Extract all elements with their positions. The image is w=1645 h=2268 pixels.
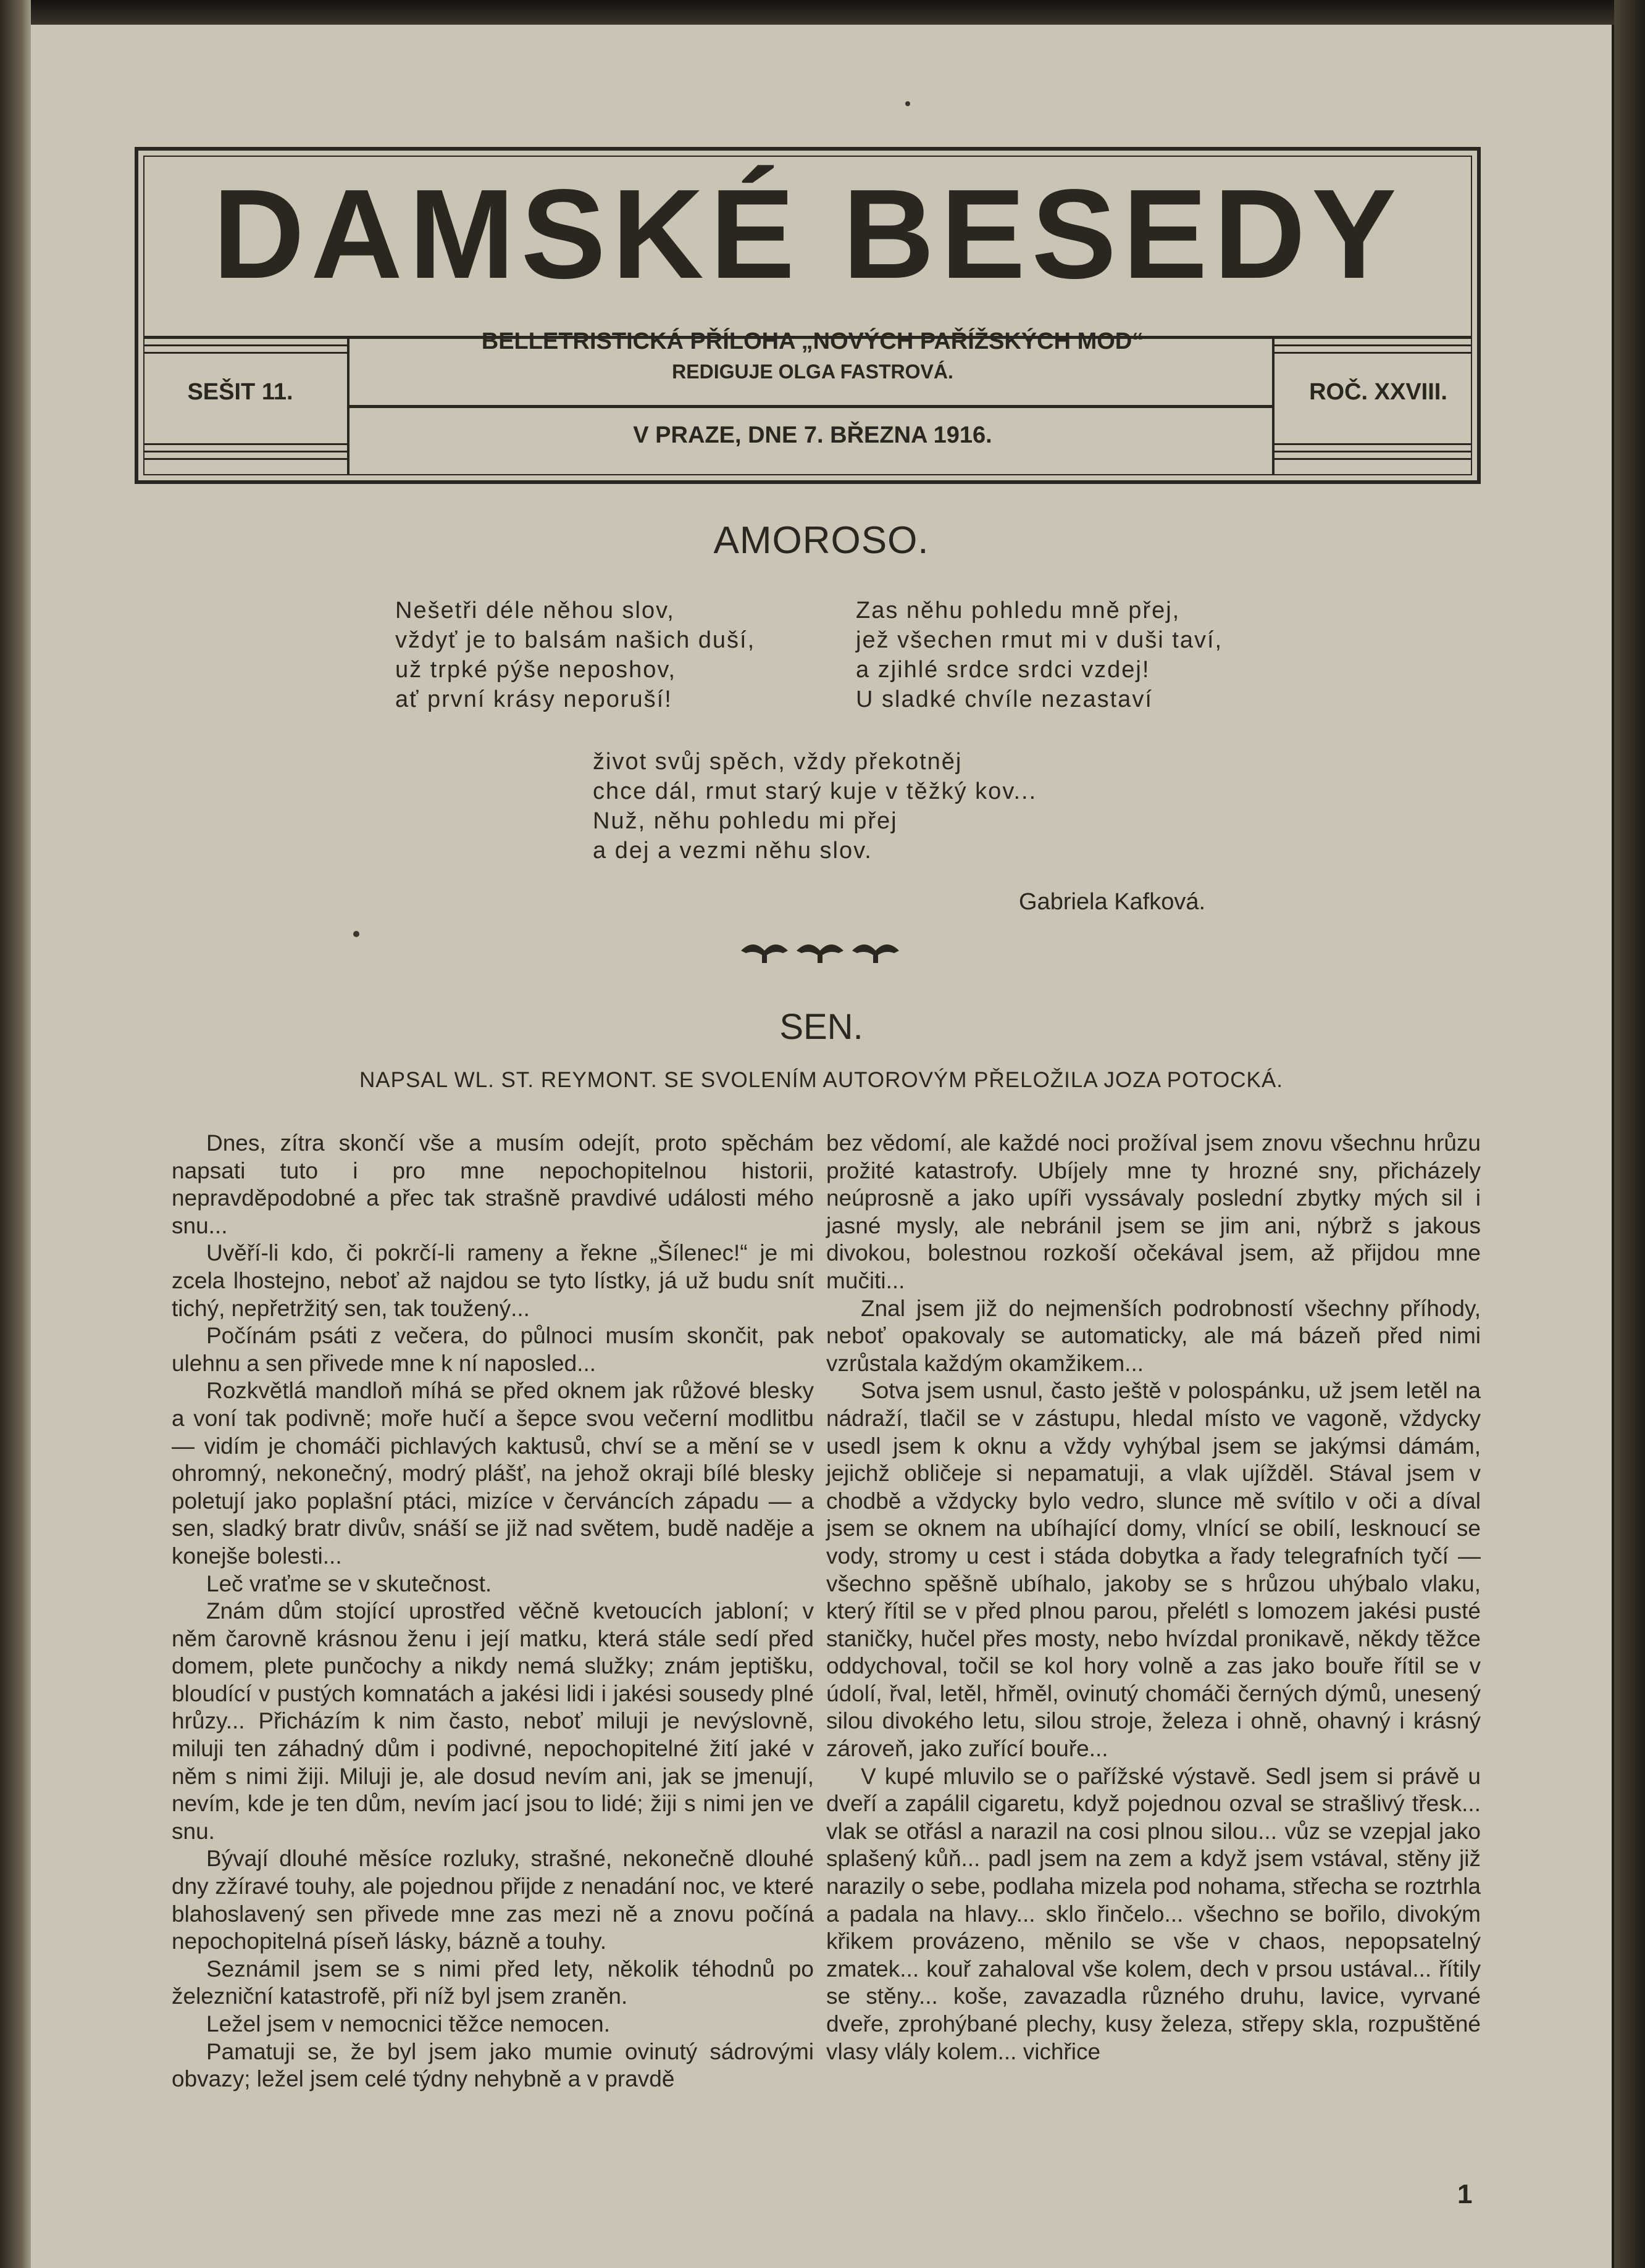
story-title: SEN. — [779, 1007, 863, 1047]
poem-line: Zas něhu pohledu mně přej, — [856, 598, 1181, 623]
masthead-rule — [143, 451, 347, 452]
paragraph: Leč vraťme se v skutečnost. — [206, 1570, 492, 1596]
paragraph: V kupé mluvilo se o pařížské výstavě. Sedl jsem si právě u dveří a zapálil cigaretu, když pojednou ozval se strašlivý třesk... vlak se otřásl a narazil na cosi plnou silou... vůz se vzepjal jako splašený kůň... padl jsem na zem a když jsem vstával, stěny již narazily o sebe, podlaha mizela pod nohama, střecha se roztrhla a padala na hlavy... sklo řinčelo... všechno se bořilo, divokým křikem provázeno, měnilo se vše v chaos, nepopsatelný zmatek... kouř zahaloval vše kolem, dech v prsou ustával... řítily se stěny... koše, zavazadla různého druhu, lavice, vyrvané dveře, zprohýbané plechy, kusy železa, střepy skla, rozpuštěné vlasy vlály kolem... vichřice — [826, 1763, 1481, 2064]
poem-stanza — [593, 747, 1037, 865]
masthead-rule — [1275, 458, 1472, 460]
paragraph: Sotva jsem usnul, často ještě v polospánku, už jsem letěl na nádraží, tlačil se v zástupu, hledal místo ve vagoně, vždycky usedl jsem k oknu a vždy vyhýbal jsem se jakýmsi dámám, jejichž obličeje si nepamatuji, a vlak ujížděl. Stával jsem v chodbě a vždycky bylo vedro, slunce mě svítilo v oči a díval jsem se oknem na ubíhající domy, vlnící se obilí, lesknoucí se vody, stromy u cest i stáda dobytka a řady telegrafních tyčí — všechno spěšně ubíhalo, jakoby se s hrůzou uhýbalo vlaku, který řítil se v před plnou parou, přelétl s lomozem jakési pusté staničky, hučel přes mosty, nebo hvízdal pronikavě, někdy těžce oddychoval, točil se kol hory volně a zas jako bouře řítil se v údolí, řval, letěl, hřměl, ovinutý chomáči černých dýmů, unesený silou divokého letu, silou stroje, železa i ohně, ohavný i krásný zároveň, jako zuřící bouře... — [826, 1378, 1481, 1762]
masthead-rule — [143, 352, 347, 354]
paragraph: Uvěří-li kdo, či pokrčí-li rameny a řekne „Šílenec!“ je mi zcela lhostejno, neboť až najdou se tyto lístky, já už budu snít tichý, nepřetržitý sen, tak toužený... — [172, 1240, 814, 1321]
poem-stanza — [395, 596, 755, 714]
column-right — [826, 1130, 1481, 2066]
masthead-rule — [143, 458, 347, 460]
supplement-line: BELLETRISTICKÁ PŘÍLOHA „NOVÝCH PAŘÍŽSKÝCH MOD“ — [481, 328, 1144, 354]
newspaper-page — [31, 25, 1612, 2268]
poem-line: Nešetři déle něhou slov, — [395, 598, 675, 623]
poem-line: jež všechen rmut mi v duši taví, — [856, 627, 1223, 653]
ornament-icon — [735, 932, 908, 975]
paragraph: Pamatuji se, že byl jsem jako mumie ovinutý sádrovými obvazy; ležel jsem celé týdny nehybně a v pravdě — [172, 2038, 814, 2092]
scan-top-edge — [0, 0, 1645, 25]
masthead-rule — [350, 405, 1272, 408]
masthead-rule — [1275, 344, 1472, 346]
issue-date: V PRAZE, DNE 7. BŘEZNA 1916. — [633, 422, 992, 448]
issue-number: SEŠIT 11. — [187, 379, 293, 405]
poem-line: U sladké chvíle nezastaví — [856, 686, 1153, 712]
speck — [353, 931, 359, 937]
masthead-divider — [1272, 336, 1275, 475]
binding-gutter — [0, 0, 31, 2268]
page-number: 1 — [1457, 2179, 1473, 2209]
story-byline: NAPSAL WL. ST. REYMONT. SE SVOLENÍM AUTOROVÝM PŘELOŽILA JOZA POTOCKÁ. — [359, 1068, 1283, 1092]
masthead-rule — [1275, 352, 1472, 354]
paragraph: Znám dům stojící uprostřed věčně kvetoucích jabloní; v něm čarovně krásnou ženu i její matku, která stále sedí před domem, plete punčochy a nikdy nemá služky; znám jeptišku, bloudící v pustých komnatách a jakési lidi i jakési sousedy plné hrůzy... Přicházím k nim často, neboť miluji je nevýslovně, miluji ten záhadný dům i podivné, nepochopitelné žití jaké v něm s nimi žiji. Miluji je, ale dosud nevím ani, jak se jmenují, nevím, kde je ten dům, nevím jací jsou to lidé; žiji s nimi jen ve snu. — [172, 1598, 814, 1844]
paragraph: Seznámil jsem se s nimi před lety, několik téhodnů po železniční katastrofě, při níž byl jsem zraněn. — [172, 1956, 814, 2009]
paragraph: Rozkvětlá mandloň míhá se před oknem jak růžové blesky a voní tak podivně; moře hučí a šepce svou večerní modlitbu — vidím je chomáči pichlavých kaktusů, chví se a mění se v ohromný, nekonečný, modrý plášť, na jehož okraji bílé blesky poletují jako poplašní ptáci, mizíce v červáncích západu — a sen, sladký bratr divův, snáší se již nad světem, budě naděje a konejše bolesti... — [172, 1378, 814, 1569]
paragraph: Bývají dlouhé měsíce rozluky, strašné, nekonečně dlouhé dny zžíravé touhy, ale pojednou přijde z nenadání noc, ve které blahoslavený sen přivede mne zas mezi ně a znovu počíná nepochopitelná píseň lásky, bázně a touhy. — [172, 1846, 814, 1954]
poem-line: chce dál, rmut starý kuje v těžký kov... — [593, 778, 1037, 804]
poem-stanza — [856, 596, 1223, 714]
masthead — [135, 147, 1481, 484]
paragraph: Znal jsem již do nejmenších podrobností všechny příhody, neboť opakovaly se automaticky, ale má bázeň před nimi vzrůstala každým okamžikem... — [826, 1295, 1481, 1376]
poem-line: a dej a vezmi něhu slov. — [593, 838, 873, 864]
masthead-rule — [1275, 451, 1472, 452]
poem-line: Nuž, něhu pohledu mi přej — [593, 808, 898, 834]
column-left — [172, 1130, 814, 2093]
poem-line: vždyť je to balsám našich duší, — [395, 627, 756, 653]
editor-line: REDIGUJE OLGA FASTROVÁ. — [672, 361, 953, 383]
masthead-rule — [143, 443, 347, 445]
masthead-rule — [1275, 443, 1472, 445]
speck — [905, 101, 910, 106]
poem-author: Gabriela Kafková. — [1019, 889, 1206, 915]
paragraph: Dnes, zítra skončí vše a musím odejít, proto spěchám napsati tuto i pro mne nepochopitelnou historii, nepravděpodobné a přec tak strašně pravdivé události mého snu... — [172, 1130, 814, 1238]
volume-year: ROČ. XXVIII. — [1309, 379, 1447, 405]
scan-right-edge — [1614, 0, 1645, 2268]
poem-line: ať první krásy neporuší! — [395, 686, 672, 712]
paragraph: Počínám psáti z večera, do půlnoci musím skončit, pak ulehnu a sen přivede mne k ní naposled... — [172, 1323, 814, 1376]
poem-line: a zjihlé srdce srdci vzdej! — [856, 657, 1150, 683]
poem-line: život svůj spěch, vždy překotněj — [593, 749, 963, 775]
poem-line: už trpké pýše neposhov, — [395, 657, 677, 683]
paragraph: bez vědomí, ale každé noci prožíval jsem znovu všechnu hrůzu prožité katastrofy. Ubíjely mne ty hrozné sny, přicházely neúprosně a jako upíři vyssávaly poslední zbytky mých sil i jasné mysly, ale nebránil jsem se jim ani, nýbrž s jakous divokou, bolestnou rozkoší očekával jsem, až přijdou mne mučiti... — [826, 1130, 1481, 1293]
masthead-title: DAMSKÉ BESEDY — [212, 163, 1403, 305]
paragraph: Ležel jsem v nemocnici těžce nemocen. — [206, 2011, 610, 2037]
masthead-rule — [143, 344, 347, 346]
poem-title: AMOROSO. — [713, 519, 929, 562]
